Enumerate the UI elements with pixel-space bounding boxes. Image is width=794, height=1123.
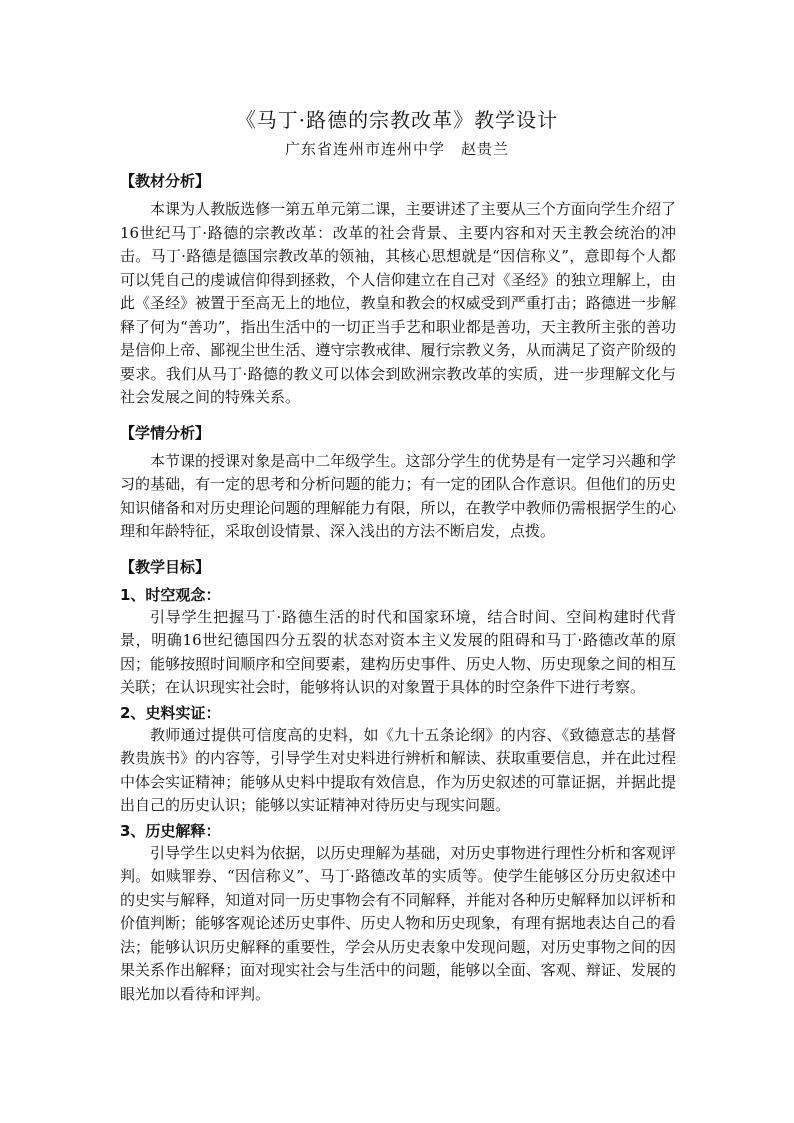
goal-label: 2、史料实证： xyxy=(120,703,221,722)
goal-label: 1、时空观念： xyxy=(120,585,221,604)
document-body xyxy=(120,168,676,1006)
section-students xyxy=(120,420,676,544)
section-heading-students: 【学情分析】 xyxy=(120,423,211,442)
goal-label: 3、历史解释： xyxy=(120,821,221,840)
document-author: 广东省连州市连州中学 赵贵兰 xyxy=(284,140,509,158)
section-text-students: 本节课的授课对象是高中二年级学生。这部分学生的优势是有一定学习兴趣和学习的基础，有一定的思考和分析问题的能力；有一定的团队合作意识。但他们的历史知识储备和对历史理论问题的理解能力有限，所以，在教学中教师仍需根据学生的心理和年龄特征，采取创设情景、深入浅出的方法不断启发，点拨。 xyxy=(120,451,676,540)
goal-text: 教师通过提供可信度高的史料，如《九十五条论纲》的内容、《致德意志的基督教贵族书》的内容等，引导学生对史料进行辨析和解读、获取重要信息，并在此过程中体会实证精神；能够从史料中提取有效信息，作为历史叙述的可靠证据，并据此提出自己的历史认识；能够以实证精神对待历史与现实问题。 xyxy=(120,725,676,814)
section-heading-material: 【教材分析】 xyxy=(120,172,211,190)
goal-text: 引导学生把握马丁·路德生活的时代和国家环境，结合时间、空间构建时代背景，明确16世纪德国四分五裂的状态对资本主义发展的阻碍和马丁·路德改革的原因；能够按照时间顺序和空间要素，建构历史事件、历史人物、历史现象之间的相互关联；在认识现实社会时，能够将认识的对象置于具体的时空条件下进行考察。 xyxy=(120,607,676,696)
section-goals xyxy=(120,554,676,1007)
document-title: 《马丁·路德的宗教改革》教学设计 xyxy=(235,108,559,132)
section-material xyxy=(120,168,676,410)
section-heading-goals: 【教学目标】 xyxy=(120,557,211,576)
goal-text: 引导学生以史料为依据，以历史理解为基础，对历史事物进行理性分析和客观评判。如赎罪券、“因信称义”、马丁·路德改革的实质等。使学生能够区分历史叙述中的史实与解释，知道对同一历史事物会有不同解释，并能对各种历史解释加以评析和价值判断；能够客观论述历史事件、历史人物和历史现象，有理有据地表达自己的看法；能够认识历史解释的重要性，学会从历史表象中发现问题，对历史事物之间的因果关系作出解释；面对现实社会与生活中的问题，能够以全面、客观、辩证、发展的眼光加以看待和评判。 xyxy=(120,843,676,1003)
section-text-material: 本课为人教版选修一第五单元第二课，主要讲述了主要从三个方面向学生介绍了16世纪马丁·路德的宗教改革：改革的社会背景、主要内容和对天主教会统治的冲击。马丁·路德是德国宗教改革的领袖，其核心思想就是“因信称义”，意即每个人都可以凭自己的虔诚信仰得到拯救，个人信仰建立在自己对《圣经》的独立理解上，由此《圣经》被置于至高无上的地位，教皇和教会的权威受到严重打击；路德进一步解释了何为“善功”，指出生活中的一切正当手艺和职业都是善功，天主教所主张的善功是信仰上帝、鄙视尘世生活、遵守宗教戒律、履行宗教义务，从而满足了资产阶级的要求。我们从马丁·路德的教义可以体会到欧洲宗教改革的实质，进一步理解文化与社会发展之间的特殊关系。 xyxy=(120,200,676,406)
